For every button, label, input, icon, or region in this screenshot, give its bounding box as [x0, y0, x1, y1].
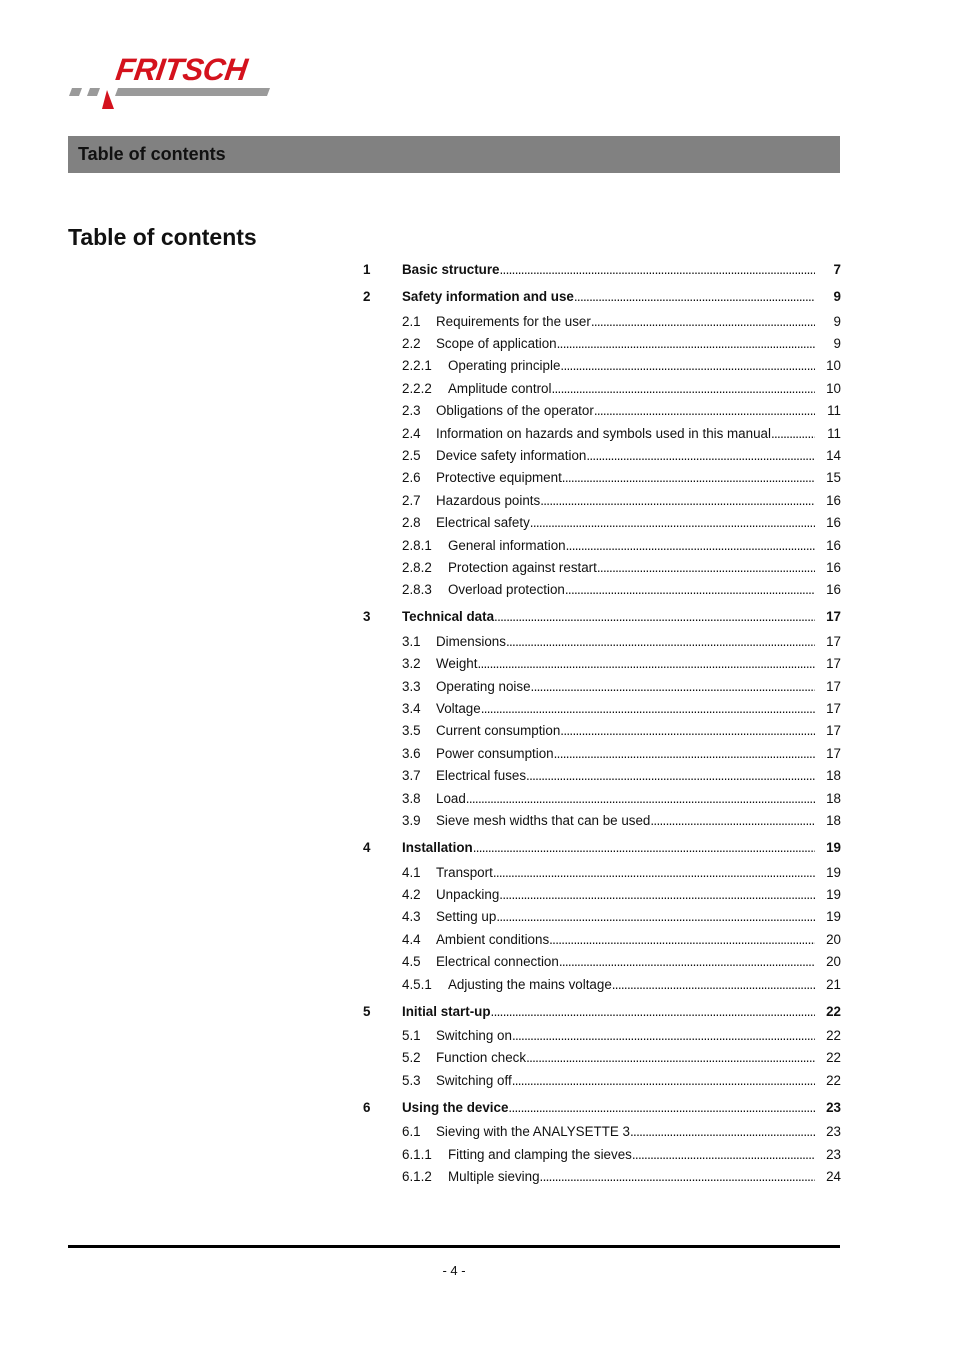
toc-entry-page: 22 [826, 1072, 841, 1088]
toc-entry-number: 1 [363, 262, 371, 277]
toc-entry-number: 4.4 [402, 931, 421, 947]
toc-entry-title-wrap [436, 677, 815, 697]
toc-entry[interactable] [363, 1026, 841, 1046]
toc-entry-title-wrap [436, 699, 815, 719]
toc-entry-number: 5.1 [402, 1028, 421, 1043]
toc-entry-number: 5.3 [402, 1072, 421, 1088]
toc-entry-title: Obligations of the operator [436, 403, 594, 419]
footer-rule [68, 1245, 840, 1248]
toc-entry-title: Switching off [436, 1072, 512, 1088]
toc-entry-title-wrap [436, 721, 815, 741]
toc-entry-title-wrap [436, 334, 815, 354]
toc-dot-leader [574, 287, 815, 307]
toc-entry-page: 18 [826, 790, 841, 806]
toc-entry-number: 6.1 [402, 1124, 421, 1140]
toc-dot-leader [551, 379, 815, 399]
toc-entry[interactable] [363, 1145, 841, 1165]
toc-dot-leader [477, 654, 815, 674]
toc-dot-leader [508, 1098, 815, 1118]
toc-entry-page: 23 [826, 1099, 841, 1115]
toc-dot-leader [557, 334, 815, 354]
toc-entry-page: 17 [826, 701, 841, 716]
toc-entry-page: 19 [826, 886, 841, 902]
toc-dot-leader [496, 907, 815, 927]
toc-entry[interactable] [363, 401, 841, 421]
toc-dot-leader [530, 513, 815, 533]
toc-entry-title: Setting up [436, 909, 497, 925]
toc-entry-title: Protection against restart [448, 559, 597, 575]
toc-entry-title-wrap [436, 930, 815, 950]
toc-entry[interactable] [363, 424, 841, 444]
toc-entry[interactable] [363, 766, 841, 786]
toc-entry[interactable] [363, 356, 841, 376]
toc-entry[interactable] [363, 930, 841, 950]
toc-dot-leader [630, 1122, 815, 1142]
toc-entry-page: 15 [826, 470, 841, 486]
toc-entry-title: Ambient conditions [436, 931, 550, 947]
toc-entry-title: Sieve mesh widths that can be used [436, 813, 651, 828]
toc-entry-page: 10 [826, 380, 841, 396]
toc-entry[interactable] [363, 379, 841, 399]
toc-entry-title-wrap [436, 1122, 815, 1142]
toc-dot-leader [549, 930, 815, 950]
toc-dot-leader [526, 1048, 815, 1068]
toc-dot-leader [500, 260, 816, 280]
toc-dot-leader [473, 838, 815, 858]
toc-entry-number: 2.6 [402, 470, 421, 486]
toc-entry-page: 16 [826, 582, 841, 598]
toc-entry-page: 16 [826, 559, 841, 575]
toc-entry[interactable] [363, 632, 841, 652]
toc-entry-title-wrap [448, 558, 815, 578]
toc-entry-number: 3.2 [402, 656, 421, 672]
toc-dot-leader [491, 1002, 815, 1022]
toc-entry-title: Safety information and use [402, 289, 574, 304]
toc-entry-number: 3 [363, 609, 371, 625]
toc-entry-title-wrap [402, 1098, 815, 1118]
toc-entry-title-wrap [436, 789, 815, 809]
toc-entry-page: 19 [826, 840, 841, 855]
toc-entry-number: 4.5.1 [402, 976, 432, 992]
toc-entry-page: 19 [826, 909, 841, 925]
toc-entry-title-wrap [436, 766, 815, 786]
toc-dot-leader [554, 744, 815, 764]
toc-entry-title-wrap [436, 1048, 815, 1068]
toc-entry-number: 3.8 [402, 790, 421, 806]
section-header-band [68, 136, 840, 173]
toc-entry-number: 5 [363, 1003, 371, 1019]
page-number: - 4 - [442, 1263, 466, 1278]
toc-entry-title: Transport [436, 864, 493, 880]
logo-wordmark: FRITSCH [113, 52, 250, 87]
toc-entry[interactable] [363, 607, 841, 627]
toc-entry-title: Multiple sieving [448, 1169, 540, 1185]
toc-entry-number: 2.7 [402, 492, 421, 508]
toc-entry-title: Overload protection [448, 582, 565, 598]
toc-entry-page: 10 [826, 358, 841, 374]
toc-entry-page: 24 [826, 1169, 841, 1185]
toc-entry-title: Electrical safety [436, 515, 530, 531]
toc-entry[interactable] [363, 491, 841, 511]
toc-entry-page: 9 [833, 289, 841, 304]
toc-dot-leader [559, 952, 815, 972]
toc-entry[interactable] [363, 580, 841, 600]
toc-entry[interactable] [363, 975, 841, 995]
toc-entry-title: Electrical fuses [436, 768, 527, 784]
toc-entry-title-wrap [436, 1026, 815, 1046]
toc-entry-title: Voltage [436, 701, 481, 716]
toc-entry-page: 19 [826, 864, 841, 880]
toc-entry[interactable] [363, 1122, 841, 1142]
toc-entry-title-wrap [448, 356, 815, 376]
toc-entry-title-wrap [436, 468, 815, 488]
toc-entry-title: General information [448, 537, 566, 553]
toc-entry[interactable] [363, 885, 841, 905]
toc-dot-leader [512, 1071, 815, 1091]
toc-entry[interactable] [363, 952, 841, 972]
toc-entry-title-wrap [436, 744, 815, 764]
toc-entry-number: 6.1.2 [402, 1169, 432, 1185]
toc-entry-title: Amplitude control [448, 380, 552, 396]
toc-entry-page: 17 [826, 609, 841, 625]
toc-entry-number: 3.3 [402, 678, 421, 694]
toc-entry-page: 18 [826, 768, 841, 784]
toc-entry[interactable] [363, 468, 841, 488]
toc-dot-leader [771, 424, 815, 444]
toc-dot-leader [481, 699, 815, 719]
toc-dot-leader [560, 721, 815, 741]
toc-entry-page: 17 [826, 656, 841, 672]
toc-entry-title-wrap [402, 260, 815, 280]
toc-entry-number: 2.2 [402, 335, 421, 351]
toc-entry[interactable] [363, 312, 841, 332]
toc-entry[interactable] [363, 699, 841, 719]
toc-entry-title: Basic structure [402, 262, 500, 277]
toc-entry[interactable] [363, 654, 841, 674]
toc-entry-title-wrap [402, 838, 815, 858]
toc-entry-number: 3.9 [402, 813, 421, 828]
toc-dot-leader [526, 766, 815, 786]
toc-dot-leader [560, 356, 815, 376]
toc-entry-title: Initial start-up [402, 1003, 491, 1019]
toc-entry-page: 16 [826, 515, 841, 531]
toc-entry-title: Protective equipment [436, 470, 562, 486]
toc-entry-page: 20 [826, 954, 841, 970]
toc-dot-leader [566, 536, 815, 556]
toc-entry-page: 11 [827, 425, 841, 441]
toc-entry-title-wrap [448, 1167, 815, 1187]
toc-entry-title: Current consumption [436, 723, 561, 739]
toc-dot-leader [650, 811, 815, 831]
toc-entry-title: Operating principle [448, 358, 561, 374]
toc-entry-title-wrap [436, 446, 815, 466]
toc-dot-leader [506, 632, 815, 652]
toc-entry-number: 4.3 [402, 909, 421, 925]
toc-entry-title-wrap [402, 607, 815, 627]
toc-entry-page: 23 [826, 1124, 841, 1140]
toc-entry-title: Electrical connection [436, 954, 559, 970]
toc-dot-leader [565, 580, 815, 600]
toc-entry[interactable] [363, 260, 841, 280]
toc-entry-number: 2.5 [402, 447, 421, 463]
toc-entry-title-wrap [402, 1002, 815, 1022]
toc-entry-number: 2.8.1 [402, 537, 432, 553]
toc-entry-title-wrap [436, 654, 815, 674]
toc-dot-leader [512, 1026, 815, 1046]
page-title: Table of contents [68, 224, 257, 250]
toc-dot-leader [466, 789, 815, 809]
toc-entry-title-wrap [436, 811, 815, 831]
toc-entry-number: 3.6 [402, 745, 421, 761]
toc-entry-title-wrap [402, 287, 815, 307]
toc-entry-title: Switching on [436, 1028, 512, 1043]
toc-entry-number: 2.2.2 [402, 380, 432, 396]
toc-entry-title: Technical data [402, 609, 495, 625]
toc-entry-title-wrap [436, 632, 815, 652]
toc-dot-leader [591, 312, 815, 332]
toc-entry-title: Installation [402, 840, 473, 855]
toc-entry-number: 3.1 [402, 633, 421, 649]
toc-entry-title-wrap [436, 885, 815, 905]
toc-entry[interactable] [363, 744, 841, 764]
toc-entry-page: 23 [826, 1146, 841, 1162]
toc-entry-number: 2.4 [402, 425, 421, 441]
toc-dot-leader [632, 1145, 815, 1165]
toc-entry-title: Dimensions [436, 633, 506, 649]
toc-entry-title: Information on hazards and symbols used in this manual [436, 425, 771, 441]
toc-entry-title: Power consumption [436, 745, 554, 761]
toc-entry[interactable] [363, 677, 841, 697]
toc-entry-title: Adjusting the mains voltage [448, 976, 612, 992]
toc-entry-number: 2.8 [402, 515, 421, 531]
toc-entry[interactable] [363, 536, 841, 556]
toc-entry-page: 17 [826, 678, 841, 694]
toc-entry-title-wrap [448, 1145, 815, 1165]
toc-entry-title-wrap [436, 513, 815, 533]
toc-entry-page: 11 [827, 403, 841, 419]
toc-entry-page: 18 [826, 813, 841, 828]
toc-entry-title-wrap [436, 424, 815, 444]
toc-entry-page: 22 [826, 1028, 841, 1043]
toc-entry-page: 22 [826, 1003, 841, 1019]
toc-entry-number: 2 [363, 289, 371, 304]
toc-entry[interactable] [363, 513, 841, 533]
toc-entry[interactable] [363, 446, 841, 466]
toc-entry-page: 9 [833, 335, 841, 351]
toc-entry-number: 4.5 [402, 954, 421, 970]
toc-entry-page: 17 [826, 723, 841, 739]
toc-entry-page: 17 [826, 745, 841, 761]
toc-entry-number: 2.2.1 [402, 358, 432, 374]
toc-entry-number: 3.5 [402, 723, 421, 739]
toc-entry[interactable] [363, 789, 841, 809]
toc-entry[interactable] [363, 907, 841, 927]
toc-entry-number: 2.8.2 [402, 559, 432, 575]
section-header-title: Table of contents [78, 144, 226, 164]
toc-entry-title: Load [436, 790, 466, 806]
toc-entry-title-wrap [448, 975, 815, 995]
toc-entry-title: Device safety information [436, 447, 587, 463]
toc-entry-title-wrap [436, 312, 815, 332]
toc-entry-number: 2.3 [402, 403, 421, 419]
toc-entry-title: Function check [436, 1050, 527, 1066]
toc-entry-number: 6.1.1 [402, 1146, 432, 1162]
toc-entry[interactable] [363, 334, 841, 354]
toc-entry-number: 5.2 [402, 1050, 421, 1066]
toc-entry[interactable] [363, 1167, 841, 1187]
toc-entry[interactable] [363, 287, 841, 307]
toc-entry-title-wrap [436, 401, 815, 421]
toc-entry-number: 2.8.3 [402, 582, 432, 598]
toc-entry[interactable] [363, 1002, 841, 1022]
toc-entry-page: 22 [826, 1050, 841, 1066]
toc-entry-page: 7 [833, 262, 841, 277]
toc-entry-title: Using the device [402, 1099, 509, 1115]
toc-entry-page: 17 [826, 633, 841, 649]
toc-entry-title-wrap [448, 536, 815, 556]
toc-entry-title-wrap [448, 580, 815, 600]
toc-entry-title: Sieving with the ANALYSETTE 3 [436, 1124, 631, 1140]
toc-dot-leader [562, 468, 815, 488]
toc-dot-leader [612, 975, 815, 995]
toc-dot-leader [540, 491, 815, 511]
toc-entry-number: 6 [363, 1099, 371, 1115]
toc-entry-title: Weight [436, 656, 478, 672]
toc-entry-title: Unpacking [436, 886, 500, 902]
fritsch-logo [66, 52, 286, 114]
toc-entry-number: 3.4 [402, 701, 421, 716]
toc-entry[interactable] [363, 1048, 841, 1068]
toc-entry[interactable] [363, 558, 841, 578]
toc-entry-title-wrap [448, 379, 815, 399]
toc-entry-title: Requirements for the user [436, 313, 591, 329]
toc-entry-page: 21 [826, 976, 841, 992]
toc-entry[interactable] [363, 811, 841, 831]
toc-entry-title-wrap [436, 1071, 815, 1091]
toc-entry-title-wrap [436, 863, 815, 883]
toc-entry-page: 16 [826, 492, 841, 508]
toc-dot-leader [594, 401, 815, 421]
toc-entry-title: Operating noise [436, 678, 531, 694]
toc-entry-title: Fitting and clamping the sieves [448, 1146, 632, 1162]
toc-dot-leader [540, 1167, 815, 1187]
toc-dot-leader [493, 863, 815, 883]
toc-entry[interactable] [363, 721, 841, 741]
toc-entry-title-wrap [436, 907, 815, 927]
toc-entry[interactable] [363, 838, 841, 858]
toc-entry-title: Hazardous points [436, 492, 541, 508]
toc-entry-page: 20 [826, 931, 841, 947]
toc-entry-number: 4.1 [402, 864, 421, 880]
toc-entry-number: 4.2 [402, 886, 421, 902]
toc-entry-number: 2.1 [402, 313, 421, 329]
toc-entry[interactable] [363, 863, 841, 883]
toc-entry-title-wrap [436, 952, 815, 972]
toc-entry-title: Scope of application [436, 335, 557, 351]
toc-entry-number: 4 [363, 840, 371, 855]
toc-entry-page: 14 [826, 447, 841, 463]
toc-entry-page: 16 [826, 537, 841, 553]
toc-entry-title-wrap [436, 491, 815, 511]
toc-entry-number: 3.7 [402, 768, 421, 784]
toc-dot-leader [531, 677, 815, 697]
toc-dot-leader [586, 446, 815, 466]
toc-dot-leader [597, 558, 815, 578]
toc-entry[interactable] [363, 1098, 841, 1118]
toc-dot-leader [499, 885, 815, 905]
toc-dot-leader [494, 607, 815, 627]
toc-entry[interactable] [363, 1071, 841, 1091]
toc-entry-page: 9 [833, 313, 841, 329]
